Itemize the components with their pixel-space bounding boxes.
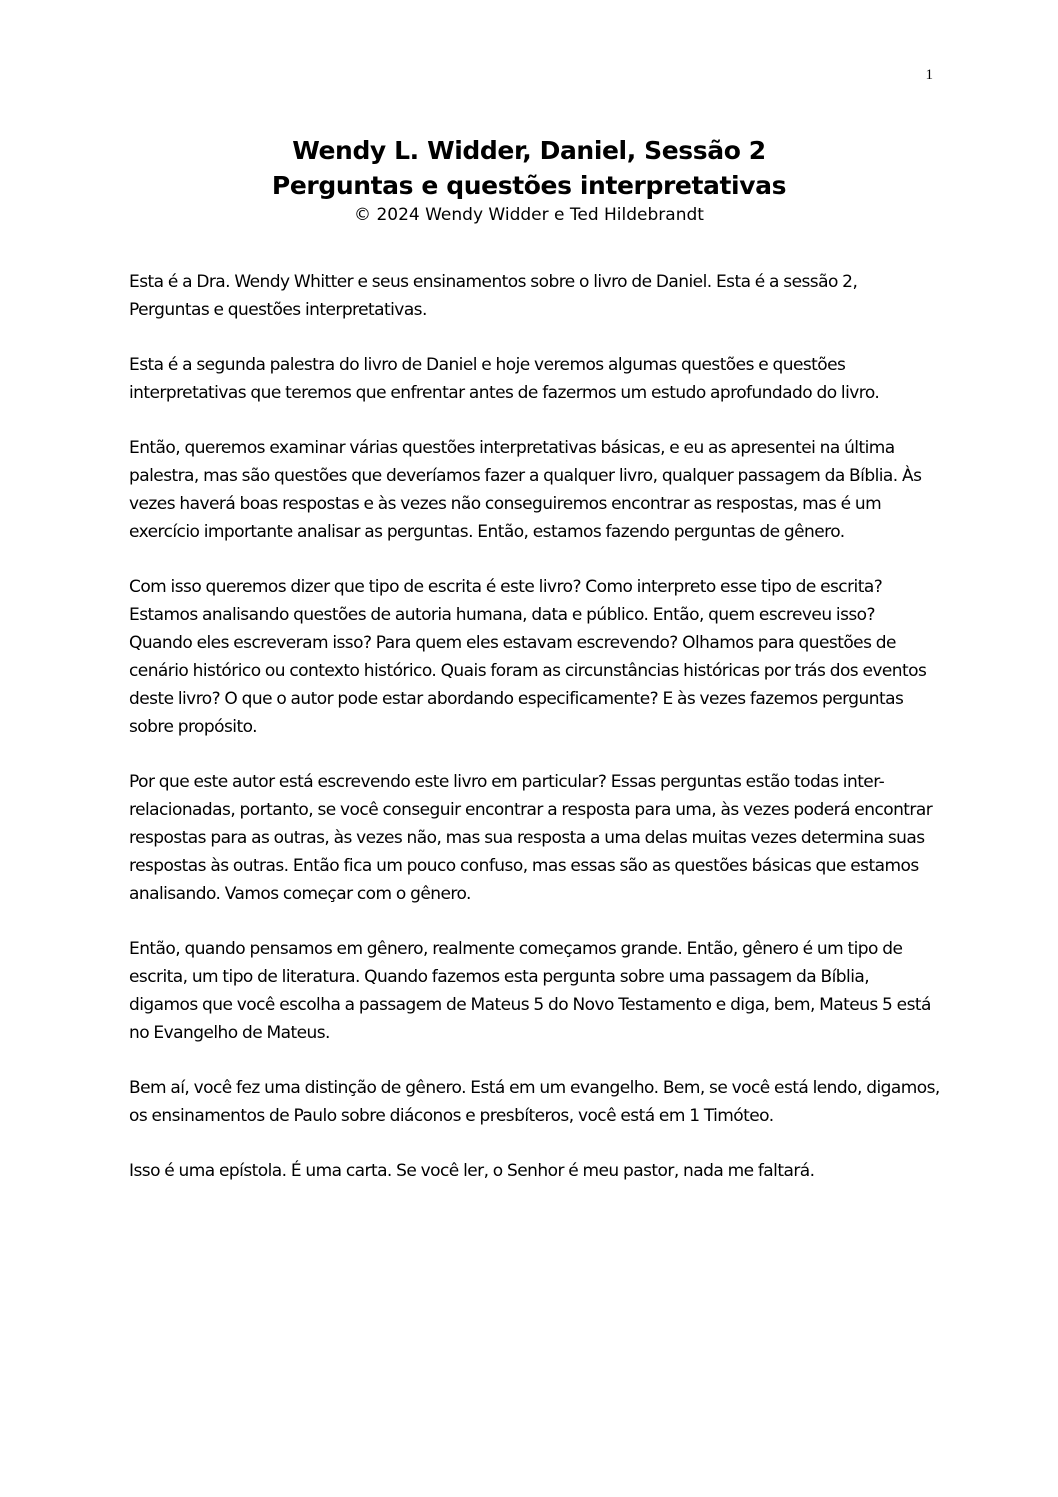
paragraph: Com isso queremos dizer que tipo de escrita é este livro? Como interpreto esse tipo de escrita? Estamos analisando questões de autoria humana, data e público. Então, quem escreveu isso? Quando eles escreveram isso? Para quem eles estavam escrevendo? Olhamos para questões de cenário histórico ou contexto histórico. Quais foram as circunstâncias históricas por trás dos eventos deste livro? O que o autor pode estar abordando especificamente? E às vezes fazemos perguntas sobre propósito. [129, 577, 927, 737]
document-header [0, 133, 1058, 227]
document-title: Wendy L. Widder, Daniel, Sessão 2 [292, 136, 766, 165]
paragraph: Isso é uma epístola. É uma carta. Se você ler, o Senhor é meu pastor, nada me faltará. [129, 1161, 815, 1181]
paragraph: Então, quando pensamos em gênero, realmente começamos grande. Então, gênero é um tipo de escrita, um tipo de literatura. Quando fazemos esta pergunta sobre uma passagem da Bíblia, digamos que você escolha a passagem de Mateus 5 do Novo Testamento e diga, bem, Mateus 5 está no Evangelho de Mateus. [129, 939, 931, 1043]
page-number: 1 [925, 67, 933, 83]
copyright-notice: © 2024 Wendy Widder e Ted Hildebrandt [354, 205, 704, 225]
paragraph: Esta é a Dra. Wendy Whitter e seus ensinamentos sobre o livro de Daniel. Esta é a sessão 2, Perguntas e questões interpretativas. [129, 272, 858, 320]
paragraph: Bem aí, você fez uma distinção de gênero. Está em um evangelho. Bem, se você está lendo, digamos, os ensinamentos de Paulo sobre diáconos e presbíteros, você está em 1 Timóteo. [129, 1078, 940, 1126]
paragraph: Por que este autor está escrevendo este livro em particular? Essas perguntas estão todas inter-relacionadas, portanto, se você conseguir encontrar a resposta para uma, às vezes poderá encontrar respostas para as outras, às vezes não, mas sua resposta a uma delas muitas vezes determina suas respostas às outras. Então fica um pouco confuso, mas essas são as questões básicas que estamos analisando. Vamos começar com o gênero. [129, 772, 933, 904]
document-body [129, 268, 941, 1212]
document-subtitle: Perguntas e questões interpretativas [271, 171, 787, 200]
paragraph: Esta é a segunda palestra do livro de Daniel e hoje veremos algumas questões e questões interpretativas que teremos que enfrentar antes de fazermos um estudo aprofundado do livro. [129, 355, 880, 403]
paragraph: Então, queremos examinar várias questões interpretativas básicas, e eu as apresentei na última palestra, mas são questões que deveríamos fazer a qualquer livro, qualquer passagem da Bíblia. Às vezes haverá boas respostas e às vezes não conseguiremos encontrar as respostas, mas é um exercício importante analisar as perguntas. Então, estamos fazendo perguntas de gênero. [129, 438, 922, 542]
